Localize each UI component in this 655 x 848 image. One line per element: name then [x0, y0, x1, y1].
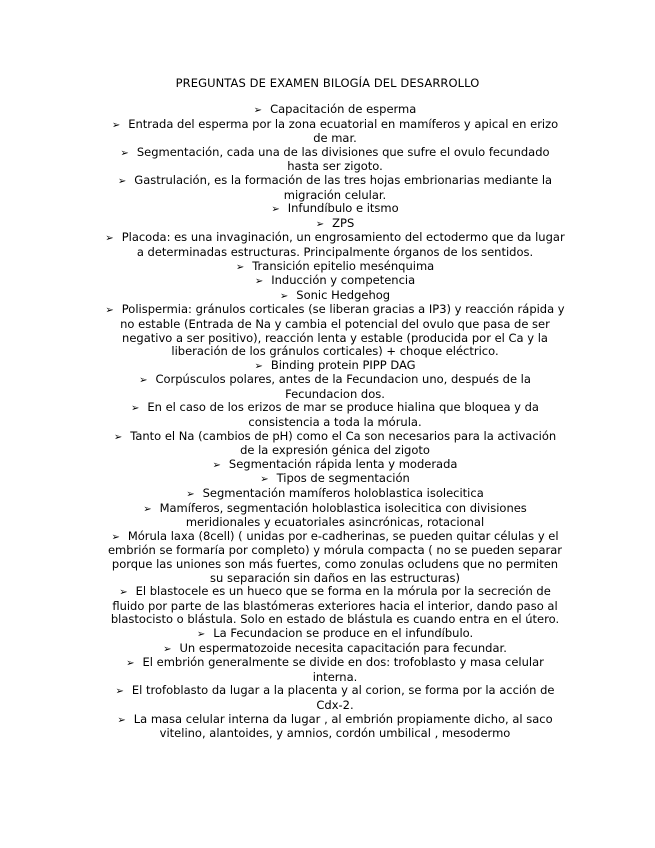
list-item [105, 174, 565, 202]
arrowhead-bullet-icon: ➢ [260, 474, 269, 486]
list-item-text: Binding protein PIPP DAG [270, 357, 416, 372]
question-list [105, 103, 565, 741]
list-item-text: Corpúsculos polares, antes de la Fecundacion uno, después de la Fecundacion dos. [155, 372, 531, 401]
list-item [105, 713, 565, 741]
list-item-text: Polispermia: gránulos corticales (se liberan gracias a IP3) y reacción rápida y no estable (Entrada de Na y cambia el potencial del ovulo que pasa de ser negativo a ser positivo), reacción lenta y estable (producida por el Ca y la liberación de los gránulos corticales) + choque eléctrico. [120, 302, 565, 359]
arrowhead-bullet-icon: ➢ [119, 587, 128, 599]
list-item-text: El embrión generalmente se divide en dos: trofoblasto y masa celular interna. [142, 655, 544, 684]
list-item [105, 585, 565, 627]
list-item [105, 627, 565, 642]
list-item-text: Capacitación de esperma [270, 102, 417, 116]
list-item-text: La masa celular interna da lugar , al embrión propiamente dicho, al saco vitelino, alantoides, y amnios, cordón umbilical , mesodermo [133, 711, 553, 741]
arrowhead-bullet-icon: ➢ [186, 489, 195, 501]
list-item [105, 472, 565, 487]
arrowhead-bullet-icon: ➢ [115, 686, 124, 698]
list-item [105, 430, 565, 458]
list-item-text: Transición epitelio mesénquima [252, 258, 435, 273]
list-item [105, 260, 565, 275]
arrowhead-bullet-icon: ➢ [113, 431, 123, 443]
arrowhead-bullet-icon: ➢ [117, 714, 126, 726]
arrowhead-bullet-icon: ➢ [126, 658, 135, 670]
document-title: PREGUNTAS DE EXAMEN BILOGÍA DEL DESARROLLO [175, 76, 480, 90]
list-item-text: El blastocele es un hueco que se forma en la mórula por la secreción de fluido por parte de las blastómeras exteriores hacia el interior, dando paso al blastocisto o blástula. Solo en estado de blástula es cuando entra en el útero. [110, 584, 560, 627]
arrowhead-bullet-icon: ➢ [235, 261, 245, 273]
arrowhead-bullet-icon: ➢ [105, 305, 114, 317]
list-item [105, 502, 565, 530]
arrowhead-bullet-icon: ➢ [279, 290, 289, 302]
list-item-text: Segmentación, cada una de las divisiones que sufre el ovulo fecundado hasta ser zigoto. [136, 144, 550, 174]
arrowhead-bullet-icon: ➢ [212, 459, 221, 471]
list-item [105, 359, 565, 374]
arrowhead-bullet-icon: ➢ [196, 628, 206, 640]
list-item [105, 487, 565, 502]
list-item-text: Tipos de segmentación [276, 471, 410, 486]
list-item [105, 202, 565, 217]
list-item [105, 217, 565, 232]
list-item-text: Mamíferos, segmentación holoblastica isolecitica con divisiones meridionales y ecuatoriales asincrónicas, rotacional [159, 500, 527, 530]
arrowhead-bullet-icon: ➢ [111, 531, 120, 543]
list-item [105, 530, 565, 585]
list-item [105, 231, 565, 259]
list-item-text: Segmentación rápida lenta y moderada [228, 456, 458, 471]
list-item-text: Tanto el Na (cambios de pH) como el Ca son necesarios para la activación de la expresión génica del zigoto [130, 428, 557, 458]
list-item [105, 103, 565, 118]
list-item-text: Infundíbulo e itsmo [287, 201, 399, 216]
arrowhead-bullet-icon: ➢ [253, 105, 263, 116]
arrowhead-bullet-icon: ➢ [105, 233, 114, 245]
arrowhead-bullet-icon: ➢ [120, 147, 129, 159]
list-item-text: Sonic Hedgehog [296, 287, 391, 302]
list-item [105, 401, 565, 429]
list-item [105, 274, 565, 289]
list-item [105, 684, 565, 712]
list-item-text: Un espermatozoide necesita capacitación para fecundar. [179, 640, 507, 655]
list-item-text: Gastrulación, es la formación de las tres hojas embrionarias mediante la migración celular. [134, 172, 553, 202]
list-item [105, 303, 565, 358]
arrowhead-bullet-icon: ➢ [254, 360, 263, 372]
list-item [105, 373, 565, 401]
arrowhead-bullet-icon: ➢ [131, 403, 140, 415]
arrowhead-bullet-icon: ➢ [315, 218, 325, 230]
list-item-text: ZPS [332, 215, 355, 230]
list-item-text: Placoda: es una invaginación, un engrosamiento del ectodermo que da lugar a determinadas estructuras. Principalmente órganos de los sentidos. [121, 230, 565, 259]
arrowhead-bullet-icon: ➢ [271, 204, 280, 216]
list-item-text: La Fecundacion se produce en el infundíbulo. [213, 625, 474, 640]
list-item [105, 146, 565, 174]
list-item [105, 289, 565, 304]
arrowhead-bullet-icon: ➢ [254, 276, 264, 288]
list-item-text: Mórula laxa (8cell) ( unidas por e-cadherinas, se pueden quitar células y el embrión se formaría por completo) y mórula compacta ( no se pueden separar porque las uniones son más fuertes, como zonulas ocludens que no permiten su separación sin daños en las estructuras) [107, 528, 563, 585]
list-item-text: Segmentación mamíferos holoblastica isolecitica [202, 486, 484, 501]
arrowhead-bullet-icon: ➢ [163, 643, 172, 655]
list-item [105, 458, 565, 473]
arrowhead-bullet-icon: ➢ [117, 175, 127, 187]
list-item-text: El trofoblasto da lugar a la placenta y al corion, se forma por la acción de Cdx-2. [131, 683, 555, 712]
list-item-text: En el caso de los erizos de mar se produce hialina que bloquea y da consistencia a toda la mórula. [147, 400, 539, 430]
list-item [105, 642, 565, 657]
list-item [105, 656, 565, 684]
arrowhead-bullet-icon: ➢ [139, 375, 148, 387]
list-item-text: Entrada del esperma por la zona ecuatorial en mamíferos y apical en erizo de mar. [128, 116, 559, 146]
arrowhead-bullet-icon: ➢ [111, 119, 121, 131]
list-item [105, 118, 565, 146]
list-item-text: Inducción y competencia [271, 273, 416, 288]
arrowhead-bullet-icon: ➢ [143, 503, 152, 515]
